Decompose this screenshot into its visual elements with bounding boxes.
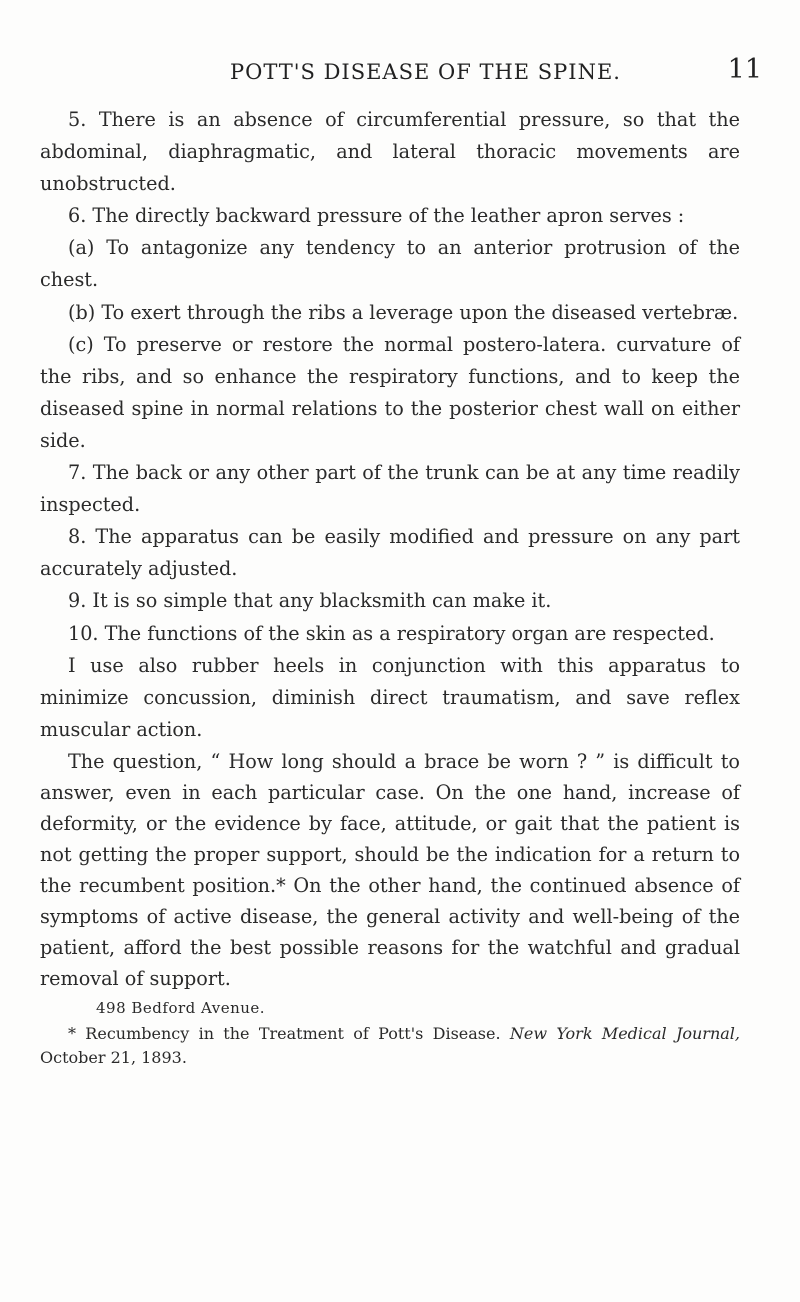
paragraph-item-10: 10. The functions of the skin as a respiratory organ are respected. (68, 621, 715, 645)
paragraph-item-8: 8. The apparatus can be easily modified and pressure on any part accurately adjusted. (40, 525, 740, 581)
author-address: 498 Bedford Avenue. (96, 998, 266, 1017)
footnote (40, 1022, 740, 1070)
paragraph-item-9: 9. It is so simple that any blacksmith can make it. (68, 589, 552, 613)
running-head (40, 54, 780, 90)
paragraph-item-6a: (a) To antagonize any tendency to an anterior protrusion of the chest. (40, 236, 740, 292)
paragraph-brace-question: The question, “ How long should a brace be worn ? ” is difficult to answer, even in each particular case. On the one hand, increase of deformity, or the evidence by face, attitude, or gait that the patient is not getting the proper support, should be the indication for a return to the recumbent position.* On the other hand, the continued absence of symptoms of active disease, the general activity and well-being of the patient, afford the best possible reasons for the watchful and gradual removal of support. (40, 749, 740, 990)
paragraph-item-7: 7. The back or any other part of the trunk can be at any time readily inspected. (40, 461, 740, 517)
paragraph-item-6: 6. The directly backward pressure of the leather apron serves : (68, 204, 685, 228)
paragraph-rubber-heels: I use also rubber heels in conjunction with this apparatus to minimize concussion, diminish direct traumatism, and save reflex muscular action. (40, 653, 740, 741)
footnote-date: October 21, 1893. (40, 1047, 187, 1067)
paragraph-item-6b: (b) To exert through the ribs a leverage upon the diseased vertebræ. (68, 300, 739, 324)
page-number: 11 (727, 54, 762, 85)
footnote-journal: New York Medical Journal, (509, 1023, 740, 1043)
paragraph-item-5: 5. There is an absence of circumferential pressure, so that the abdominal, diaphragmatic, and lateral thoracic movements are unobstructed. (40, 108, 740, 196)
running-title: POTT'S DISEASE OF THE SPINE. (230, 60, 621, 84)
paragraph-item-6c: (c) To preserve or restore the normal postero-latera. curvature of the ribs, and so enhance the respiratory functions, and to keep the diseased spine in normal relations to the posterior chest wall on either side. (40, 332, 740, 452)
footnote-text: * Recumbency in the Treatment of Pott's Disease. (68, 1023, 501, 1043)
body-text (40, 104, 740, 1070)
